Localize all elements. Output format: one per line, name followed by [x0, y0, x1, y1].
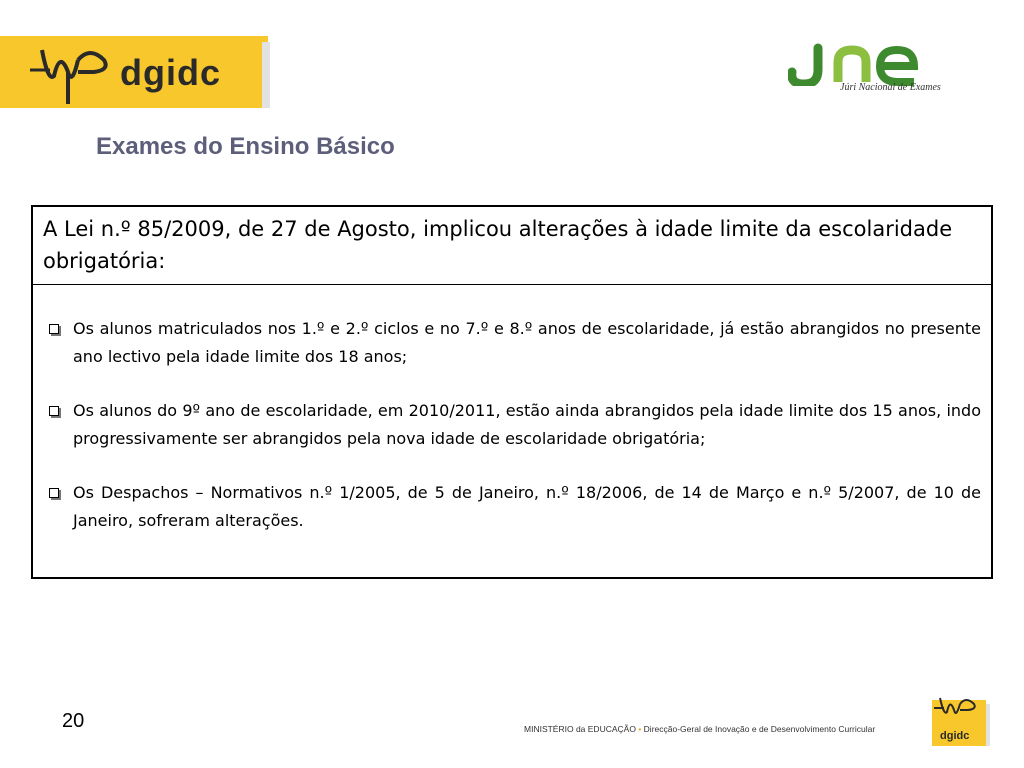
box-body — [33, 285, 991, 535]
list-item-text: Os Despachos – Normativos n.º 1/2005, de 5 de Janeiro, n.º 18/2006, de 14 de Março e n.º 5/2007, de 10 de Janeiro, sofreram alterações. — [73, 483, 981, 530]
checkbox-bullet-icon — [49, 488, 59, 498]
footer-dgidc-logo — [932, 700, 986, 746]
dgidc-logo — [0, 36, 268, 108]
directorate-name: Direcção-Geral de Inovação e de Desenvolvimento Curricular — [643, 724, 876, 734]
dgidc-wordmark: dgidc — [120, 52, 221, 93]
checkbox-bullet-icon — [49, 406, 59, 416]
content-box — [31, 205, 993, 579]
jne-subtitle: Júri Nacional de Exames — [840, 82, 941, 93]
ministry-name: MINISTÉRIO da EDUCAÇÃO — [524, 724, 636, 734]
jne-logo — [788, 42, 963, 102]
footer-me-monogram-icon — [932, 694, 986, 730]
list-item — [43, 397, 981, 453]
footer-ministry-line — [524, 724, 875, 734]
footer-dgidc-wordmark: dgidc — [940, 730, 970, 742]
page-number: 20 — [62, 710, 85, 732]
slide-title: Exames do Ensino Básico — [96, 133, 395, 160]
checkbox-bullet-icon — [49, 324, 59, 334]
list-item-text: Os alunos do 9º ano de escolaridade, em 2010/2011, estão ainda abrangidos pela idade limite dos 15 anos, indo progressivamente ser abrangidos pela nova idade de escolaridade obrigatória; — [73, 401, 981, 448]
jne-monogram-icon — [788, 42, 963, 86]
list-item — [43, 479, 981, 535]
footer-logo-shadow — [986, 704, 990, 746]
box-header: A Lei n.º 85/2009, de 27 de Agosto, implicou alterações à idade limite da escolaridade obrigatória: — [33, 207, 991, 285]
me-monogram-icon — [28, 42, 120, 104]
list-item-text: Os alunos matriculados nos 1.º e 2.º ciclos e no 7.º e 8.º anos de escolaridade, já estão abrangidos no presente ano lectivo pela idade limite dos 18 anos; — [73, 319, 981, 366]
list-item — [43, 315, 981, 371]
logo-shadow — [262, 42, 270, 108]
footer-separator: • — [638, 724, 642, 734]
